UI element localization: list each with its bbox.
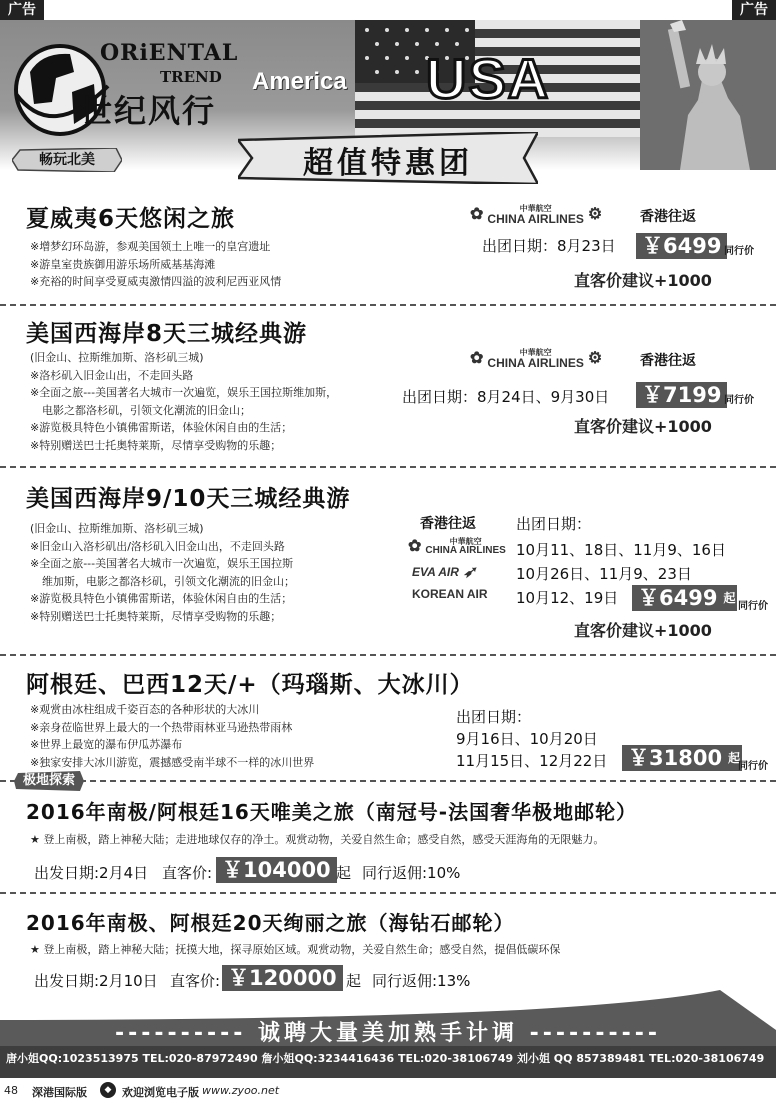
brand-name-en-1: ORiENTAL bbox=[100, 40, 239, 66]
tour-bullets-westcoast-9-10 bbox=[30, 520, 295, 625]
ad-label-right: 广告 bbox=[732, 0, 776, 20]
china-airlines-plum-icon: ✿ bbox=[470, 206, 484, 223]
departure-dates-1: 9月16日、10月20日 bbox=[456, 730, 598, 748]
statue-of-liberty-graphic bbox=[640, 20, 776, 170]
airline-name-en: KOREAN AIR bbox=[412, 587, 488, 601]
china-airlines-plum-icon: ✿ bbox=[470, 350, 484, 367]
airline-dates: 10月26日、11月9、23日 bbox=[516, 565, 692, 583]
price-block bbox=[632, 585, 737, 611]
bullet: ※特别赠送巴士托奥特莱斯，尽情享受购物的乐趣； bbox=[30, 438, 282, 452]
section-divider bbox=[0, 654, 776, 656]
tour-title-argentina-brazil: 阿根廷、巴西12天/+（玛瑙斯、大冰川） bbox=[26, 672, 474, 698]
tour-title-hawaii: 夏威夷6天悠闲之旅 bbox=[26, 206, 236, 232]
price-badge: ￥31800 bbox=[622, 745, 728, 771]
price-badge: ￥6499 bbox=[636, 233, 727, 259]
section-divider bbox=[0, 466, 776, 468]
departure-date: 出团日期：8月24日、9月30日 bbox=[402, 388, 610, 406]
china-airlines-logo bbox=[470, 348, 602, 368]
departure-date: 出团日期：8月23日 bbox=[482, 237, 616, 255]
polar-trip-depart-1: 出发日期:2月4日 bbox=[34, 864, 149, 882]
tour-title-westcoast-9-10: 美国西海岸9/10天三城经典游 bbox=[26, 486, 351, 512]
bullet: ※独家安排大冰川游览，震撼感受南半球不一样的冰川世界 bbox=[30, 755, 315, 769]
airline-name-en: EVA AIR bbox=[412, 565, 459, 579]
eva-air-bird-icon: ➶ bbox=[462, 564, 477, 581]
peer-price-label: 同行价 bbox=[738, 761, 768, 772]
peer-price-label: 同行价 bbox=[724, 246, 754, 257]
bullet: ※洛杉矶入旧金山出，不走回头路 bbox=[30, 368, 194, 382]
airline-name-cn: 中華航空 bbox=[519, 348, 552, 357]
page-footer bbox=[0, 1080, 776, 1100]
price-badge: ￥6499 bbox=[632, 585, 723, 611]
website-link[interactable]: www.zyoo.net bbox=[202, 1084, 280, 1097]
departure-dates-2: 11月15日、12月22日 bbox=[456, 752, 608, 770]
bullet: 电影之都洛杉矶，引领文化潮流的旧金山； bbox=[42, 403, 251, 417]
price-block bbox=[622, 745, 742, 771]
usa-word: USA bbox=[426, 47, 551, 110]
polar-trip-price-2: ￥120000 bbox=[222, 965, 343, 991]
polar-trip-price-suffix-1: 起 bbox=[336, 864, 352, 882]
departure-date-title: 出团日期： bbox=[516, 515, 592, 533]
section-divider bbox=[0, 780, 776, 782]
polar-trip-depart-2: 出发日期:2月10日 bbox=[34, 972, 158, 990]
china-airlines-plum-icon: ✿ bbox=[408, 538, 422, 555]
polar-trip-title-2: 2016年南极、阿根廷20天绚丽之旅（海钻石邮轮） bbox=[26, 911, 515, 935]
recruitment-banner: ---------- 诚聘大量美加熟手计调 ---------- bbox=[115, 1021, 661, 1046]
brand-name-en-2: TREND bbox=[160, 68, 222, 86]
contact-info: 唐小姐QQ:1023513975 TEL:020-87972490 詹小姐QQ:3234416436 TEL:020-38106749 刘小姐 QQ 857389481 TEL:020-38106749 bbox=[6, 1052, 765, 1065]
bullet: ※游览极具特色小镇佛雷斯诺，体验休闲自由的生活； bbox=[30, 421, 293, 434]
bullet: ※增梦幻环岛游，参观美国领土上唯一的皇宫遗址 bbox=[30, 240, 271, 253]
direct-price-note: 直客价建议+1000 bbox=[574, 271, 712, 290]
publication-logo-icon: ◆ bbox=[100, 1082, 116, 1098]
bullet: 维加斯，电影之都洛杉矶，引领文化潮流的旧金山； bbox=[42, 574, 295, 588]
korean-air-logo bbox=[412, 587, 488, 601]
polar-trip-price-1: ￥104000 bbox=[216, 857, 337, 883]
page-number: 48 bbox=[4, 1084, 18, 1097]
price-badge: ￥7199 bbox=[636, 382, 727, 408]
tour-bullets-hawaii bbox=[30, 238, 281, 291]
polar-trip-direct-label-2: 直客价: bbox=[170, 972, 221, 990]
polar-explore-tag bbox=[14, 771, 84, 791]
bullet: ※全面之旅---美国著名大城市一次遍览，娱乐王国拉斯 bbox=[30, 557, 294, 570]
bullet: ※充裕的时间享受夏威夷激情四溢的波利尼西亚风情 bbox=[30, 275, 282, 288]
polar-trip-direct-label-1: 直客价: bbox=[162, 864, 213, 882]
section-divider bbox=[0, 304, 776, 306]
polar-trip-title-1: 2016年南极/阿根廷16天唯美之旅（南冠号-法国奢华极地邮轮） bbox=[26, 800, 638, 824]
slogan: 欢迎浏览电子版 bbox=[122, 1086, 199, 1099]
airline-dates: 10月11、18日、11月9、16日 bbox=[516, 541, 726, 559]
bullet: ※游皇室贵族御用游乐场所威基基海滩 bbox=[30, 257, 216, 271]
airline-name-en: CHINA AIRLINES bbox=[487, 212, 584, 226]
polar-trip-rebate-2: 同行返佣:13% bbox=[372, 972, 471, 990]
tour-bullets-argentina-brazil bbox=[30, 701, 314, 771]
polar-trip-price-suffix-2: 起 bbox=[346, 972, 362, 990]
china-airlines-logo bbox=[470, 204, 602, 224]
north-america-tag bbox=[12, 148, 122, 172]
bullet: ※全面之旅---美国著名大城市一次遍览，娱乐王国拉斯维加斯， bbox=[30, 386, 338, 399]
bullet: ※亲身莅临世界上最大的一个热带雨林亚马逊热带雨林 bbox=[30, 720, 293, 734]
china-airlines-logo bbox=[408, 536, 506, 556]
route-label: 香港往返 bbox=[420, 516, 476, 532]
price-suffix: 起 bbox=[723, 585, 737, 611]
brand-name-cn: 世纪风行 bbox=[80, 92, 217, 130]
departure-date-title: 出团日期： bbox=[456, 708, 532, 726]
polar-trip-desc-2: ★ 登上南极，踏上神秘大陆；抚摸大地，探寻原始区域。观赏动物，关爱自然生命；感受自然，提倡低碳环保 bbox=[30, 943, 561, 956]
north-america-tag-text: 畅玩北美 bbox=[39, 152, 95, 168]
peer-price-label: 同行价 bbox=[724, 395, 754, 406]
airline-name-cn: 中華航空 bbox=[519, 204, 552, 213]
eva-air-logo bbox=[412, 562, 476, 582]
direct-price-note: 直客价建议+1000 bbox=[574, 417, 712, 436]
airline-dates: 10月12、19日 bbox=[516, 589, 619, 607]
peer-price-label: 同行价 bbox=[738, 601, 768, 612]
edition-label: 深港国际版 bbox=[32, 1086, 87, 1099]
bullet: (旧金山、拉斯维加斯、洛杉矶三城) bbox=[30, 351, 204, 364]
special-offer-title bbox=[238, 132, 538, 184]
price-suffix: 起 bbox=[728, 745, 742, 771]
bullet: ※观赏由冰柱组成千姿百态的各种形状的大冰川 bbox=[30, 703, 260, 716]
airline-name-cn: 中華航空 bbox=[449, 537, 482, 546]
polar-explore-tag-text: 极地探索 bbox=[22, 773, 75, 788]
special-offer-title-text: 超值特惠团 bbox=[303, 146, 473, 181]
bullet: ※游览极具特色小镇佛雷斯诺，体验休闲自由的生活； bbox=[30, 592, 293, 605]
section-divider bbox=[0, 892, 776, 894]
route-label: 香港往返 bbox=[640, 353, 696, 369]
route-label: 香港往返 bbox=[640, 209, 696, 225]
bullet: ※旧金山入洛杉矶出/洛杉矶入旧金山出，不走回头路 bbox=[30, 539, 285, 553]
direct-price-note: 直客价建议+1000 bbox=[574, 621, 712, 640]
bullet: ※世界上最宽的瀑布伊瓜苏瀑布 bbox=[30, 738, 183, 751]
polar-trip-rebate-1: 同行返佣:10% bbox=[362, 864, 461, 882]
bullet: (旧金山、拉斯维加斯、洛杉矶三城) bbox=[30, 522, 204, 535]
airline-emblem-icon: ⚙ bbox=[587, 350, 603, 367]
ad-label-left: 广告 bbox=[0, 0, 44, 20]
tour-bullets-westcoast-8 bbox=[30, 349, 337, 454]
bullet: ※特别赠送巴士托奥特莱斯，尽情享受购物的乐趣； bbox=[30, 609, 282, 623]
polar-trip-desc-1: ★ 登上南极，踏上神秘大陆；走进地球仅存的净土。观赏动物，关爱自然生命；感受自然，感受天涯海角的无限魅力。 bbox=[30, 833, 605, 846]
airline-emblem-icon: ⚙ bbox=[587, 206, 603, 223]
airline-name-en: CHINA AIRLINES bbox=[487, 356, 584, 370]
america-label: America bbox=[252, 68, 347, 95]
airline-name-en: CHINA AIRLINES bbox=[425, 545, 506, 556]
tour-title-westcoast-8: 美国西海岸8天三城经典游 bbox=[26, 321, 308, 347]
